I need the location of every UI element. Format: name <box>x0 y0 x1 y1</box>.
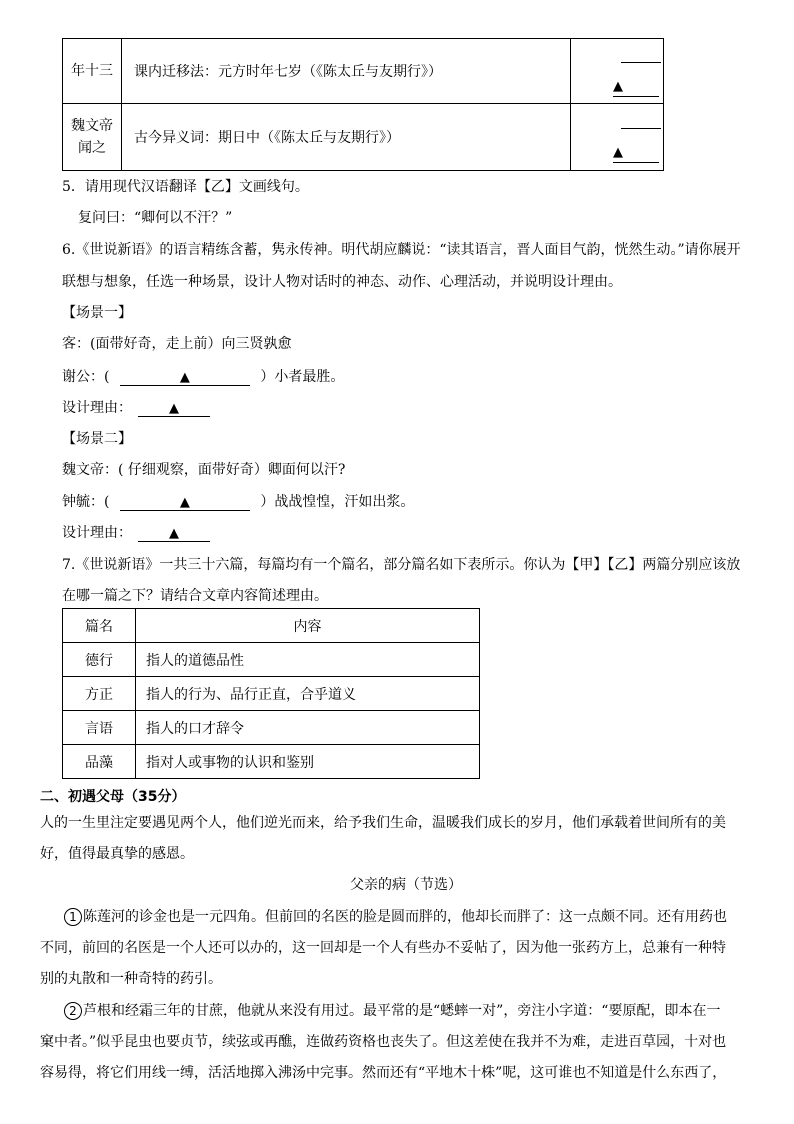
method-cell <box>122 39 571 104</box>
word-cell <box>63 104 122 171</box>
scene-2-title: 【场景二】 <box>62 431 132 447</box>
method-text: 课内迁移法：元方时年七岁（《陈太丘与友期行》） <box>134 64 442 80</box>
answer-line <box>621 62 661 63</box>
table-header-row <box>63 609 480 643</box>
table-row <box>63 104 664 171</box>
question-5: 5．请用现代汉语翻译【乙】文画线句。 <box>62 179 309 195</box>
table-row <box>63 711 480 745</box>
triangle-marker-icon: ▲ <box>179 495 190 510</box>
table-row <box>63 39 664 104</box>
answer-underline <box>613 96 659 97</box>
method-text: 古今异义词：期日中（《陈太丘与友期行》） <box>134 130 400 146</box>
paragraph-1-line2: 不同，前回的名医是一个人还可以办的，这一回却是一个人有些办不妥帖了，因为他一张药方上，总兼有一种特 <box>40 940 726 956</box>
paragraph-1-line1: 1 陈莲河的诊金也是一元四角。但前回的名医的脸是圆而胖的，他却长而胖了：这一点颇不同。还有用药也 <box>64 906 727 926</box>
chapter-content: 指对人或事物的认识和鉴别 <box>136 745 480 779</box>
chapter-name: 方正 <box>63 677 136 711</box>
header-chapter: 篇名 <box>63 609 136 643</box>
scene-1-xie: 谢公：( ▲ ）小者最胜。 <box>62 369 345 385</box>
paragraph-1-line3: 别的丸散和一种奇特的药引。 <box>40 971 222 987</box>
scene-2-reason: 设计理由： ▲ <box>62 522 210 542</box>
word-explanation-table <box>62 38 664 171</box>
chapter-name: 品藻 <box>63 745 136 779</box>
method-cell <box>122 104 571 171</box>
table-row <box>63 677 480 711</box>
paragraph-2-line1: 2 芦根和经霜三年的甘蔗，他就从来没有用过。最平常的是“蟋蟀一对”，旁注小字道：“要原配，即本在一 <box>64 1000 720 1020</box>
chapter-content: 指人的行为、品行正直，合乎道义 <box>136 677 480 711</box>
triangle-marker-icon: ▲ <box>169 401 179 416</box>
answer-blank[interactable] <box>120 369 250 386</box>
header-content: 内容 <box>136 609 480 643</box>
answer-underline <box>613 162 659 163</box>
scene-2-wei: 魏文帝：( 仔细观察，面带好奇）卿面何以汗? <box>62 462 346 478</box>
answer-blank[interactable] <box>138 525 210 542</box>
section-heading: 二、初遇父母（35分） <box>40 789 186 805</box>
section-intro-line2: 好，值得最真挚的感恩。 <box>40 846 194 862</box>
answer-line <box>621 128 661 129</box>
chapter-content: 指人的道德品性 <box>136 643 480 677</box>
question-7-line1: 7.《世说新语》一共三十六篇，每篇均有一个篇名，部分篇名如下表所示。你认为【甲】【乙】两篇分别应该放 <box>62 557 741 573</box>
answer-cell[interactable] <box>571 39 664 104</box>
triangle-marker-icon: ▲ <box>169 526 179 541</box>
triangle-marker-icon: ▲ <box>179 370 190 385</box>
table-row <box>63 643 480 677</box>
paragraph-2-line3: 容易得，将它们用线一缚，活活地掷入沸汤中完事。然而还有“平地木十株”呢，这可谁也不知道是什么东西了， <box>40 1065 727 1081</box>
scene-1-title: 【场景一】 <box>62 305 132 321</box>
triangle-marker-icon: ▲ <box>613 79 623 94</box>
scene-1-guest: 客：(面带好奇，走上前）向三贤孰愈 <box>62 336 292 352</box>
chapter-name: 言语 <box>63 711 136 745</box>
word-text: 年十三 <box>71 63 113 79</box>
paragraph-number-icon: 1 <box>64 908 82 926</box>
scene-1-reason: 设计理由： ▲ <box>62 397 210 417</box>
scene-2-zhong: 钟毓：( ▲ ）战战惶惶，汗如出浆。 <box>62 494 415 510</box>
section-intro-line1: 人的一生里注定要遇见两个人，他们逆光而来，给予我们生命，温暖我们成长的岁月，他们承载着世间所有的美 <box>40 815 726 831</box>
question-6-line2: 联想与想象，任选一种场景，设计人物对话时的神态、动作、心理活动，并说明设计理由。 <box>62 274 622 290</box>
word-text-line2: 闻之 <box>78 140 106 156</box>
article-title: 父亲的病（节选） <box>350 877 462 893</box>
answer-blank[interactable] <box>120 494 250 511</box>
question-7-line2: 在哪一篇之下？请结合文章内容简述理由。 <box>62 588 328 604</box>
answer-cell[interactable] <box>571 104 664 171</box>
word-cell <box>63 39 122 104</box>
triangle-marker-icon: ▲ <box>613 145 623 160</box>
chapter-name: 德行 <box>63 643 136 677</box>
word-text-line1: 魏文帝 <box>71 118 113 134</box>
question-5-quote: 复问曰：“卿何以不汗？” <box>78 210 233 226</box>
chapter-content: 指人的口才辞令 <box>136 711 480 745</box>
question-6-line1: 6.《世说新语》的语言精练含蓄，隽永传神。明代胡应麟说：“读其语言，晋人面目气韵，恍然生动。”请你展开 <box>62 242 741 258</box>
answer-blank[interactable] <box>138 400 210 417</box>
paragraph-number-icon: 2 <box>64 1002 82 1020</box>
paragraph-2-line2: 窠中者。”似乎昆虫也要贞节，续弦或再醮，连做药资格也丧失了。但这差使在我并不为难，走进百草园，十对也 <box>40 1034 727 1050</box>
chapter-name-table <box>62 608 480 779</box>
table-row <box>63 745 480 779</box>
